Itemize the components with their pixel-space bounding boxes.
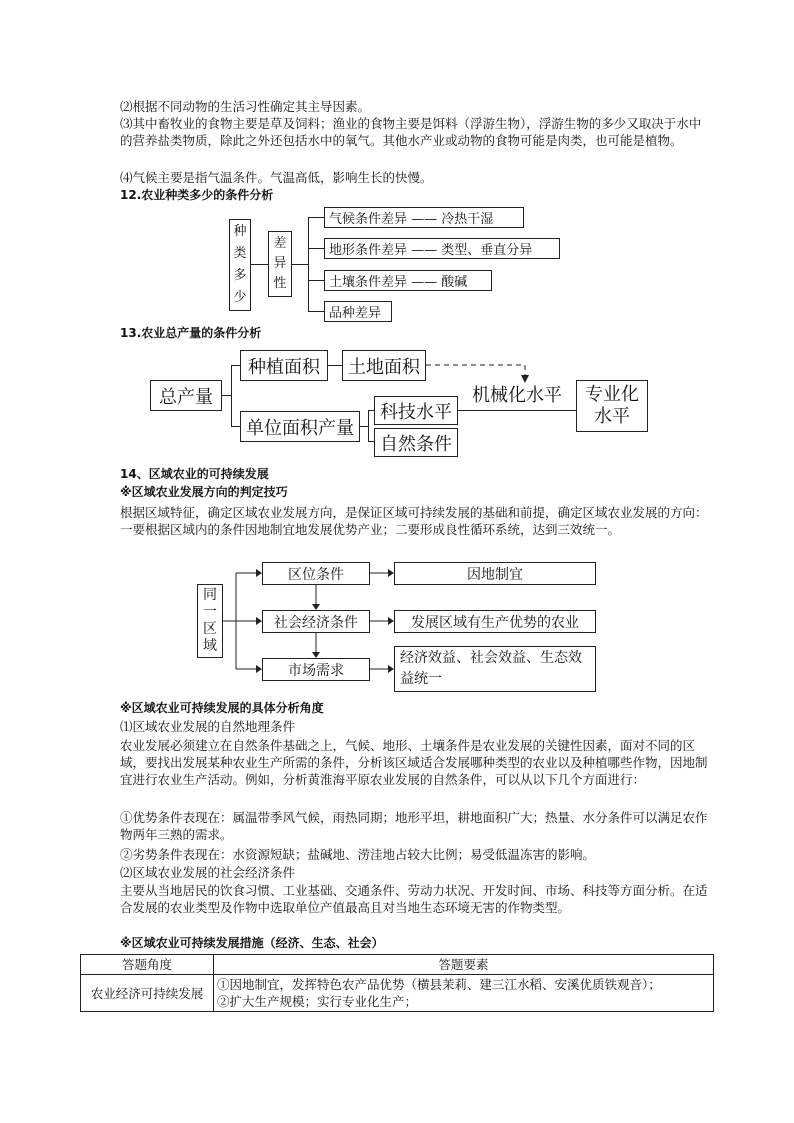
s13-plant-label: 种植面积 [248, 356, 320, 378]
s14-right-label: 经济效益、社会效益、生态效益统一 [400, 650, 582, 687]
para-2: ⑵根据不同动物的生活习性确定其主导因素。 [120, 99, 371, 114]
subheading-angles: ※区域农业可持续发展的具体分析角度 [120, 701, 324, 715]
s14-left-label: 市场需求 [288, 662, 344, 679]
table-item: ②扩大生产规模；实行专业化生产； [217, 994, 418, 1009]
para-social-title: ⑵区域农业发展的社会经济条件 [120, 865, 296, 880]
s14-right-label: 因地制宜 [467, 566, 523, 583]
heading-13: 13.农业总产量的条件分析 [120, 326, 262, 340]
table-cell [214, 975, 714, 1012]
s12-item-label: 品种差异 [329, 306, 382, 321]
table-row [81, 975, 714, 1012]
para-disadvantages: ②劣势条件表现在：水资源短缺；盐碱地、涝洼地占较大比例；易受低温冻害的影响。 [120, 847, 596, 862]
s13-unit-label: 单位面积产量 [246, 417, 354, 439]
s14-left-label: 社会经济条件 [274, 614, 358, 631]
s13-tech-label: 科技水平 [380, 401, 452, 423]
table-row-label: 农业经济可持续发展 [81, 975, 214, 1012]
para-advantages: ①优势条件表现在：属温带季风气候，雨热同期；地形平坦，耕地面积广大；热量、水分条件可以满足农作物两年三熟的需求。 [120, 810, 708, 842]
s13-land-label: 土地面积 [348, 356, 420, 378]
s13-mech-label: 机械化水平 [472, 385, 562, 406]
s14-root-label: 同一区域 [203, 587, 217, 654]
s12-root-label: 种类多少 [233, 224, 247, 305]
table-header-cell: 答题角度 [81, 955, 214, 975]
subheading-direction: ※区域农业发展方向的判定技巧 [120, 485, 288, 499]
para-natural: 农业发展必须建立在自然条件基础之上，气候、地形、土壤条件是农业发展的关键性因素，面对不同的区域，要找出发展某种农业生产所需的条件，分析该区域适合发展哪种类型的农业以及种植哪些作物，因地制宜进行农业生产活动。例如，分析黄淮海平原农业发展的自然条件，可以从以下几个方面进行： [120, 738, 708, 787]
measures-table [80, 954, 714, 1012]
table-header-row [81, 955, 714, 975]
s13-total-label: 总产量 [159, 386, 213, 408]
heading-12: 12.农业种类多少的条件分析 [120, 188, 274, 202]
s14-right-label: 发展区域有生产优势的农业 [411, 614, 579, 631]
para-4: ⑷气候主要是指气温条件。气温高低，影响生长的快慢。 [120, 170, 433, 185]
para-natural-title: ⑴区域农业发展的自然地理条件 [120, 719, 296, 734]
s13-spec-label: 专业化水平 [585, 384, 639, 427]
s14-left-label: 区位条件 [288, 566, 344, 583]
s12-item-label: 地形条件差异 —— 类型、垂直分异 [329, 243, 533, 258]
s13-nature-label: 自然条件 [380, 433, 452, 455]
subheading-measures: ※区域农业可持续发展措施（经济、生态、社会） [120, 936, 384, 950]
heading-14: 14、区域农业的可持续发展 [120, 467, 269, 481]
s12-item-label: 气候条件差异 —— 冷热干湿 [329, 212, 494, 227]
table-item: ①因地制宜，发挥特色农产品优势（横县茉莉、建三江水稻、安溪优质铁观音）； [217, 977, 661, 992]
para-direction: 根据区域特征，确定区域农业发展方向，是保证区域可持续发展的基础和前提，确定区域农业发展的方向：一要根据区域内的条件因地制宜地发展优势产业；二要形成良性循环系统，达到三效统一。 [120, 505, 708, 537]
table-header-cell: 答题要素 [214, 955, 714, 975]
para-3: ⑶其中畜牧业的食物主要是草及饲料；渔业的食物主要是饵料（浮游生物），浮游生物的多少又取决于水中的营养盐类物质，除此之外还包括水中的氧气。其他水产业或动物的食物可能是肉类，也可能是植物。 [120, 116, 702, 148]
s12-mid-label: 差异性 [273, 236, 287, 291]
para-social: 主要从当地居民的饮食习惯、工业基础、交通条件、劳动力状况、开发时间、市场、科技等方面分析。在适合发展的农业类型及作物中选取单位产值最高且对当地生态环境无害的作物类型。 [120, 883, 708, 915]
s12-item-label: 土壤条件差异 —— 酸碱 [329, 275, 468, 290]
